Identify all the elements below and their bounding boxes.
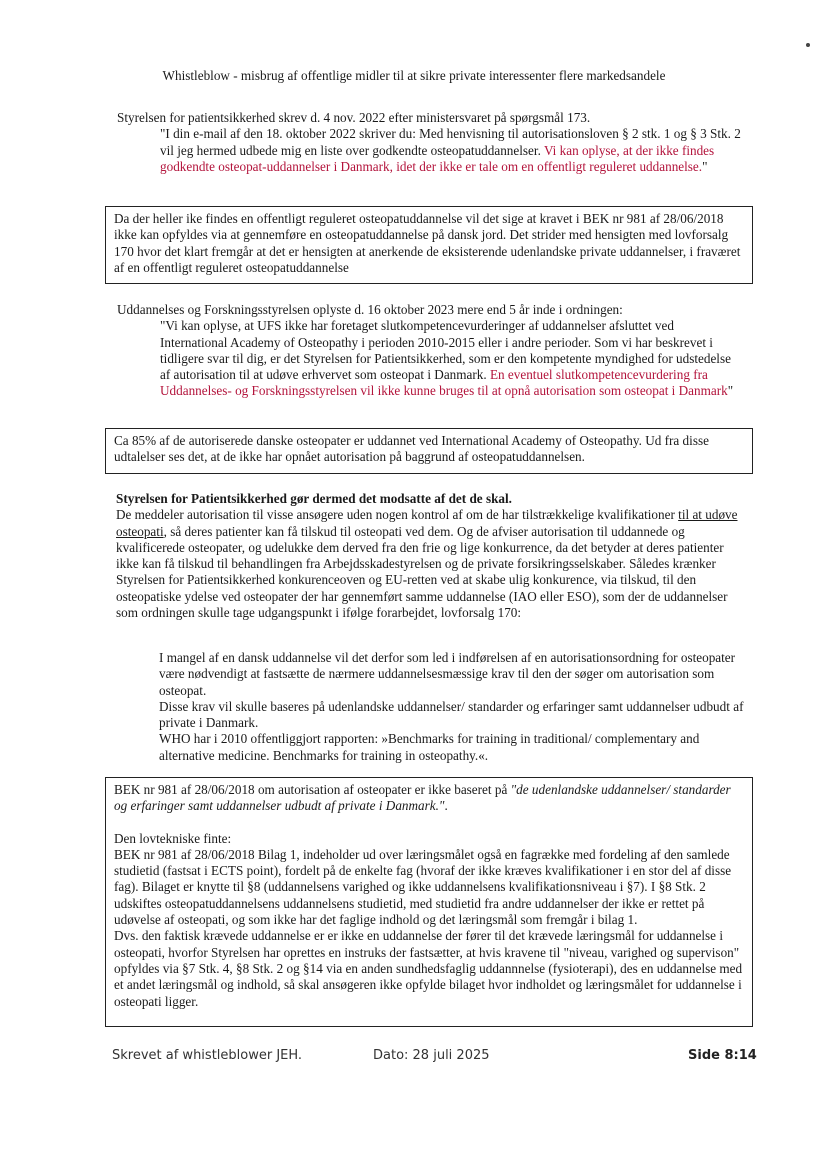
section2-quote-end: " [727, 383, 734, 399]
section4-p3: WHO har i 2010 offentliggjort rapporten: »Benchmarks for training in traditional/ complementary and alternative medicine. Benchmarks for training in osteopathy.«. [159, 731, 700, 763]
section1-quote [117, 126, 743, 175]
section-patient-safety-quote [117, 110, 743, 175]
box3-line1-italic: "de udenlandske uddannelser/ standarder og erfaringer samt uddannelser udbudt af private i Danmark." [114, 782, 731, 814]
section4-p2: Disse krav vil skulle baseres på udenlandske uddannelser/ standarder og erfaringer samt uddannelser udbudt af private i Danmark. [159, 698, 744, 731]
box1-text: Da der heller ike findes en offentligt reguleret osteopatuddannelse vil det sige at kravet i BEK nr 981 af 28/06/2018 ikke kan opfyldes via at gennemføre en osteopatuddannelse på dansk jord. Det strider med hensigten med lovforsalg 170 hvor det klart fremgår at det er hensigten at anerkende de eksisterende udenlandske private uddannelser, i fraværet af en offentligt reguleret osteopatuddannelse [114, 211, 741, 275]
box3-line1 [114, 782, 746, 815]
section1-quote-end: " [702, 158, 708, 174]
section2-quote-black: "Vi kan oplyse, at UFS ikke har foretaget slutkompetencevurderinger af uddannelser afsluttet ved International Academy of Osteopathy i perioden 2010-2015 eller i andre perioder. Som vi har beskrevet i tidligere svar til dig, er det Styrelsen for Patientsikkerhed, som er den kompetente myndighed for udstedelse af autorisation til at udøve erhvervet som osteopat i Danmark. [160, 318, 731, 383]
box-iao-statistic [105, 428, 753, 474]
footer-date: Dato: 28 juli 2025 [373, 1048, 490, 1063]
section3-text-b: , så deres patienter kan få tilskud til osteopati ved dem. Og de afviser autorisation til uddannede og kvalificerede osteopater, og udelukke dem derved fra den frie og lige konkurrence, da det betyder at deres patienter ikke kan få tilskud til behandlingen fra Arbejdsskadestyrelsen og de private forsikringsselskaber. Således krænker Styrelsen for Patientsikkerhed konkurenceoven og EU-retten ved at skabe ulig konkurence, via tilskud, til den osteopatiske ydelse ved osteopater der har gennemført samme uddannelse (IAO eller ESO), som der de uddannelser som ordningen skulle tage udgangspunkt i ifølge forarbejdet, lovforsalg 170: [116, 523, 728, 621]
section3-heading: Styrelsen for Patientsikkerhed gør dermed det modsatte af det de skal. [116, 491, 512, 506]
box2-text: Ca 85% af de autoriserede danske osteopater er uddannet ved International Academy of Osteopathy. Ud fra disse udtalelser ses det, at de ikke har opnået autorisation på baggrund af osteopatuddannelsen. [114, 433, 709, 465]
section4-p1: I mangel af en dansk uddannelse vil det derfor som led i indførelsen af en autorisationsordning for osteopater være nødvendigt at fastsætte de nærmere uddannelsesmæssige krav til den der søger om autorisation som osteopat. [159, 650, 736, 698]
document-title: Whistleblow - misbrug af offentlige midler til at sikre private interessenter flere markedsandele [162, 68, 666, 83]
box3-p2: Dvs. den faktisk krævede uddannelse er er ikke en uddannelse der fører til det krævede læringsmål for uddannelse i osteopati, hvorfor Styrelsen har oprettes en instruks der fastsætter, at hvis kravene til "niveau, varighed og supervison" opfyldes via §7 Stk. 4, §8 Stk. 2 og §14 via en anden sundhedsfaglig uddannnelse (fysioterapi), des en uddannelse med et andet læringsmål og indhold, så skal ansøgeren ikke opfylde bilaget hvor indholdet og læringsmålet for uddannelse i osteopati ligger. [114, 928, 743, 1009]
section2-quote [117, 318, 743, 399]
section3-underlined: til at udøve osteopati [116, 507, 738, 539]
footer-author: Skrevet af whistleblower JEH. [112, 1048, 303, 1063]
section-ufs-quote [117, 302, 743, 400]
box-legal-trick [105, 777, 753, 1027]
section-bill-quote [159, 650, 745, 764]
box-no-regulated-education [105, 206, 753, 284]
box3-line1-end: . [444, 798, 448, 814]
section3-text-a: De meddeler autorisation til visse ansøgere uden nogen kontrol af om de har tilstrækkelige kvalifikationer [116, 507, 679, 523]
section1-quote-black: "I din e-mail af den 18. oktober 2022 skriver du: Med henvisning til autorisationsloven § 2 stk. 1 og § 3 Stk. 2 vil jeg hermed udbede mig en liste over godkendte osteopatuddannelser. [160, 126, 741, 158]
scan-speck [806, 43, 810, 47]
section2-quote-red: En eventuel slutkompetencevurdering fra Uddannelses- og Forskningsstyrelsen vil ikke kunne bruges til at opnå autorisation som osteopat i Danmark [160, 367, 728, 399]
section1-intro: Styrelsen for patientsikkerhed skrev d. 4 nov. 2022 efter ministersvaret på spørgsmål 173. [117, 110, 591, 125]
box3-line1-text: BEK nr 981 af 28/06/2018 om autorisation af osteopater er ikke baseret på [114, 782, 511, 797]
section2-intro: Uddannelses og Forskningsstyrelsen oplyste d. 16 oktober 2023 mere end 5 år inde i ordningen: [117, 302, 623, 317]
section-opposite-conduct [116, 491, 746, 621]
box3-p1: BEK nr 981 af 28/06/2018 Bilag 1, indeholder ud over læringsmålet også en fagrække med fordeling af den samlede studietid (fastsat i ECTS point), fordelt på de enkelte fag (hvoraf der ikke kræves kvalifikationer i en stor del af disse fag). Bilaget er knytte til §8 (uddannelsens varighed og ikke uddannelsens kvalifikationsniveau i §7). I §8 Stk. 2 udskiftes osteopatuddannelsens uddannelsens studietid, med studietid fra andre uddannelser der ikke er rettet på udøvelse af osteopati, og som ikke har det faglige indhold og det læringsmål som fremgår i bilag 1. [114, 846, 732, 928]
section3-body [116, 507, 746, 621]
footer-page-number: Side 8:14 [688, 1048, 757, 1063]
box3-finte-heading: Den lovtekniske finte: [114, 830, 232, 846]
section1-quote-red: Vi kan oplyse, at der ikke findes godkendte osteopat-uddannelser i Danmark, idet der ikke er tale om en offentligt reguleret uddannelse. [160, 142, 715, 174]
